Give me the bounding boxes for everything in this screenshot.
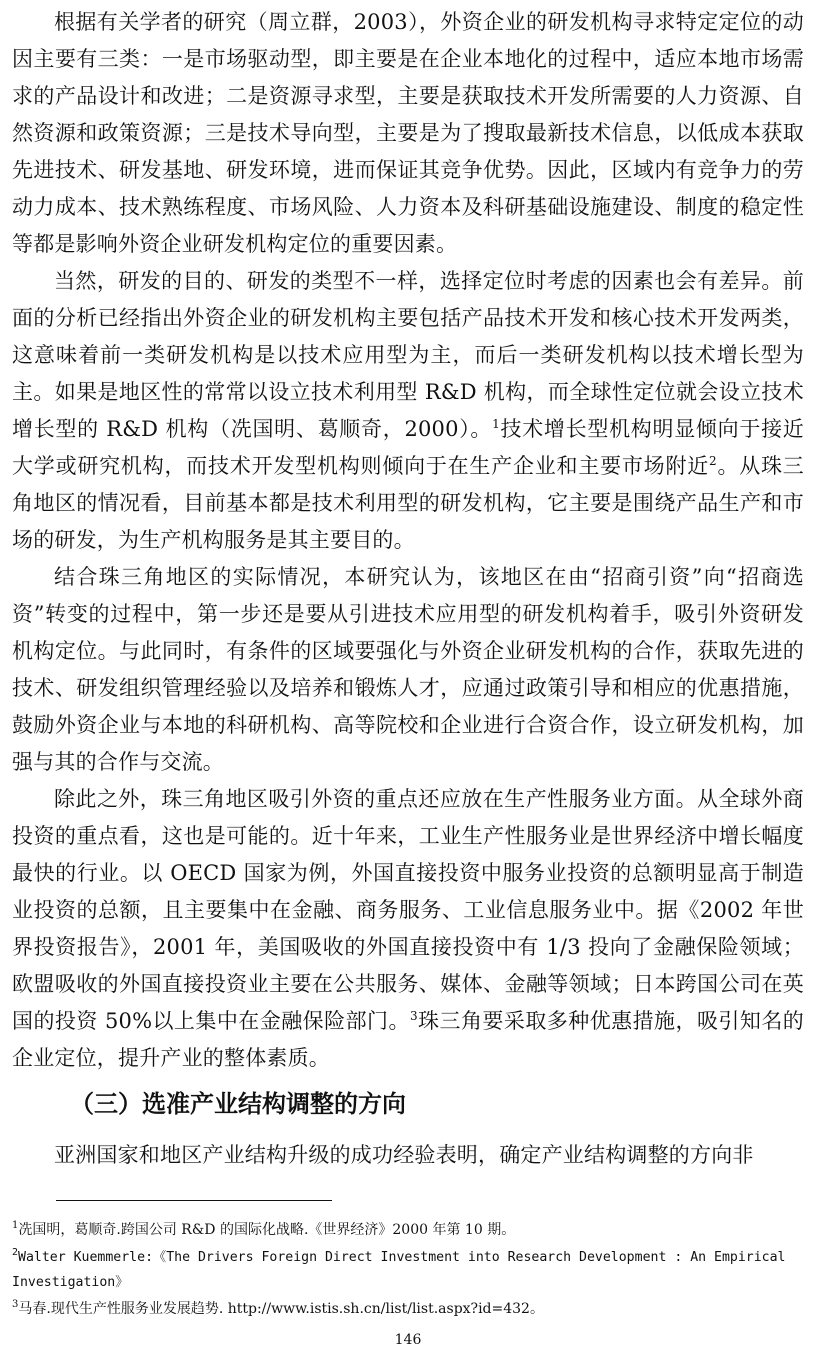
paragraph-text: 结合珠三角地区的实际情况，本研究认为，该地区在由“招商引资”向“招商选资”转变的过程中，第一步还是要从引进技术应用型的研发机构着手，吸引外资研发机构定位。与此同时，有条件的区域要强化与外资企业研发机构的合作，获取先进的技术、研发组织管理经验以及培养和锻炼人才，应通过政策引导和相应的优惠措施，鼓励外资企业与本地的科研机构、高等院校和企业进行合资合作，设立研发机构，加强与其的合作与交流。 <box>12 565 804 774</box>
footnote-marker: 1 <box>12 1220 19 1231</box>
paragraph-producer-services <box>12 781 804 1077</box>
footnote-3 <box>12 1297 808 1322</box>
paragraph-rd-location-motives <box>12 4 804 263</box>
paragraph-text: 。从珠三角地区的情况看，目前基本都是技术利用型的研发机构，它主要是围绕产品生产和市场的研发，为生产机构服务是其主要目的。 <box>12 454 804 552</box>
footnote-1 <box>12 1218 808 1243</box>
body-text <box>12 4 804 1174</box>
footnote-ref-1[interactable]: 1 <box>492 417 500 431</box>
paragraph-industrial-structure <box>12 1137 804 1174</box>
footnote-2 <box>12 1245 808 1295</box>
page-number: 146 <box>394 1332 422 1348</box>
footnote-marker: 3 <box>12 1299 19 1310</box>
paragraph-text: 珠三角要采取多种优惠措施，吸引知名的企业定位，提升产业的整体素质。 <box>12 1009 804 1070</box>
footnote-ref-2[interactable]: 2 <box>709 454 717 468</box>
paragraph-prd-strategy <box>12 559 804 781</box>
footnote-ref-3[interactable]: 3 <box>409 1009 418 1023</box>
paragraph-text: 亚洲国家和地区产业结构升级的成功经验表明，确定产业结构调整的方向非 <box>54 1143 754 1167</box>
footnote-text: 冼国明，葛顺奇.跨国公司 R&D 的国际化战略.《世界经济》2000 年第 10 期。 <box>18 1222 516 1238</box>
section-heading: （三）选准产业结构调整的方向 <box>70 1090 406 1118</box>
paragraph-text: 技术增长型机构明显倾向于接近大学或研究机构，而技术开发型机构则倾向于在生产企业和主要市场附近 <box>12 417 804 478</box>
paragraph-text: 除此之外，珠三角地区吸引外资的重点还应放在生产性服务业方面。从全球外商投资的重点看，这也是可能的。近十年来，工业生产性服务业是世界经济中增长幅度最快的行业。以 OECD 国家为例，外国直接投资中服务业投资的总额明显高于制造业投资的总额，且主要集中在金融、商务服务、工业信息服务业中。据《2002 年世界投资报告》，2001 年，美国吸收的外国直接投资中有 1/3 投向了金融保险领域；欧盟吸收的外国直接投资业主要在公共服务、媒体、金融等领域；日本跨国公司在英国的投资 50%以上集中在金融保险部门。 <box>12 787 804 1033</box>
footnote-marker: 2 <box>12 1247 19 1258</box>
paragraph-rd-types <box>12 263 804 559</box>
paragraph-text: 根据有关学者的研究（周立群，2003），外资企业的研发机构寻求特定定位的动因主要有三类：一是市场驱动型，即主要是在企业本地化的过程中，适应本地市场需求的产品设计和改进；二是资源寻求型，主要是获取技术开发所需要的人力资源、自然资源和政策资源；三是技术导向型，主要是为了搜取最新技术信息，以低成本获取先进技术、研发基地、研发环境，进而保证其竞争优势。因此，区域内有竞争力的劳动力成本、技术熟练程度、市场风险、人力资本及科研基础设施建设、制度的稳定性等都是影响外资企业研发机构定位的重要因素。 <box>12 10 804 256</box>
paragraph-text: 当然，研发的目的、研发的类型不一样，选择定位时考虑的因素也会有差异。前面的分析已经指出外资企业的研发机构主要包括产品技术开发和核心技术开发两类，这意味着前一类研发机构是以技术应用型为主，而后一类研发机构以技术增长型为主。如果是地区性的常常以设立技术利用型 R&D 机构，而全球性定位就会设立技术增长型的 R&D 机构（冼国明、葛顺奇，2000）。 <box>12 269 804 441</box>
footnote-separator <box>56 1200 332 1201</box>
footnote-text: 马春.现代生产性服务业发展趋势. http://www.istis.sh.cn/list/list.aspx?id=432。 <box>18 1301 544 1317</box>
footnotes <box>12 1218 808 1324</box>
footnote-text: Walter Kuemmerle:《The Drivers Foreign Direct Investment into Research Development : An Empirical Investigation》 <box>12 1250 786 1290</box>
